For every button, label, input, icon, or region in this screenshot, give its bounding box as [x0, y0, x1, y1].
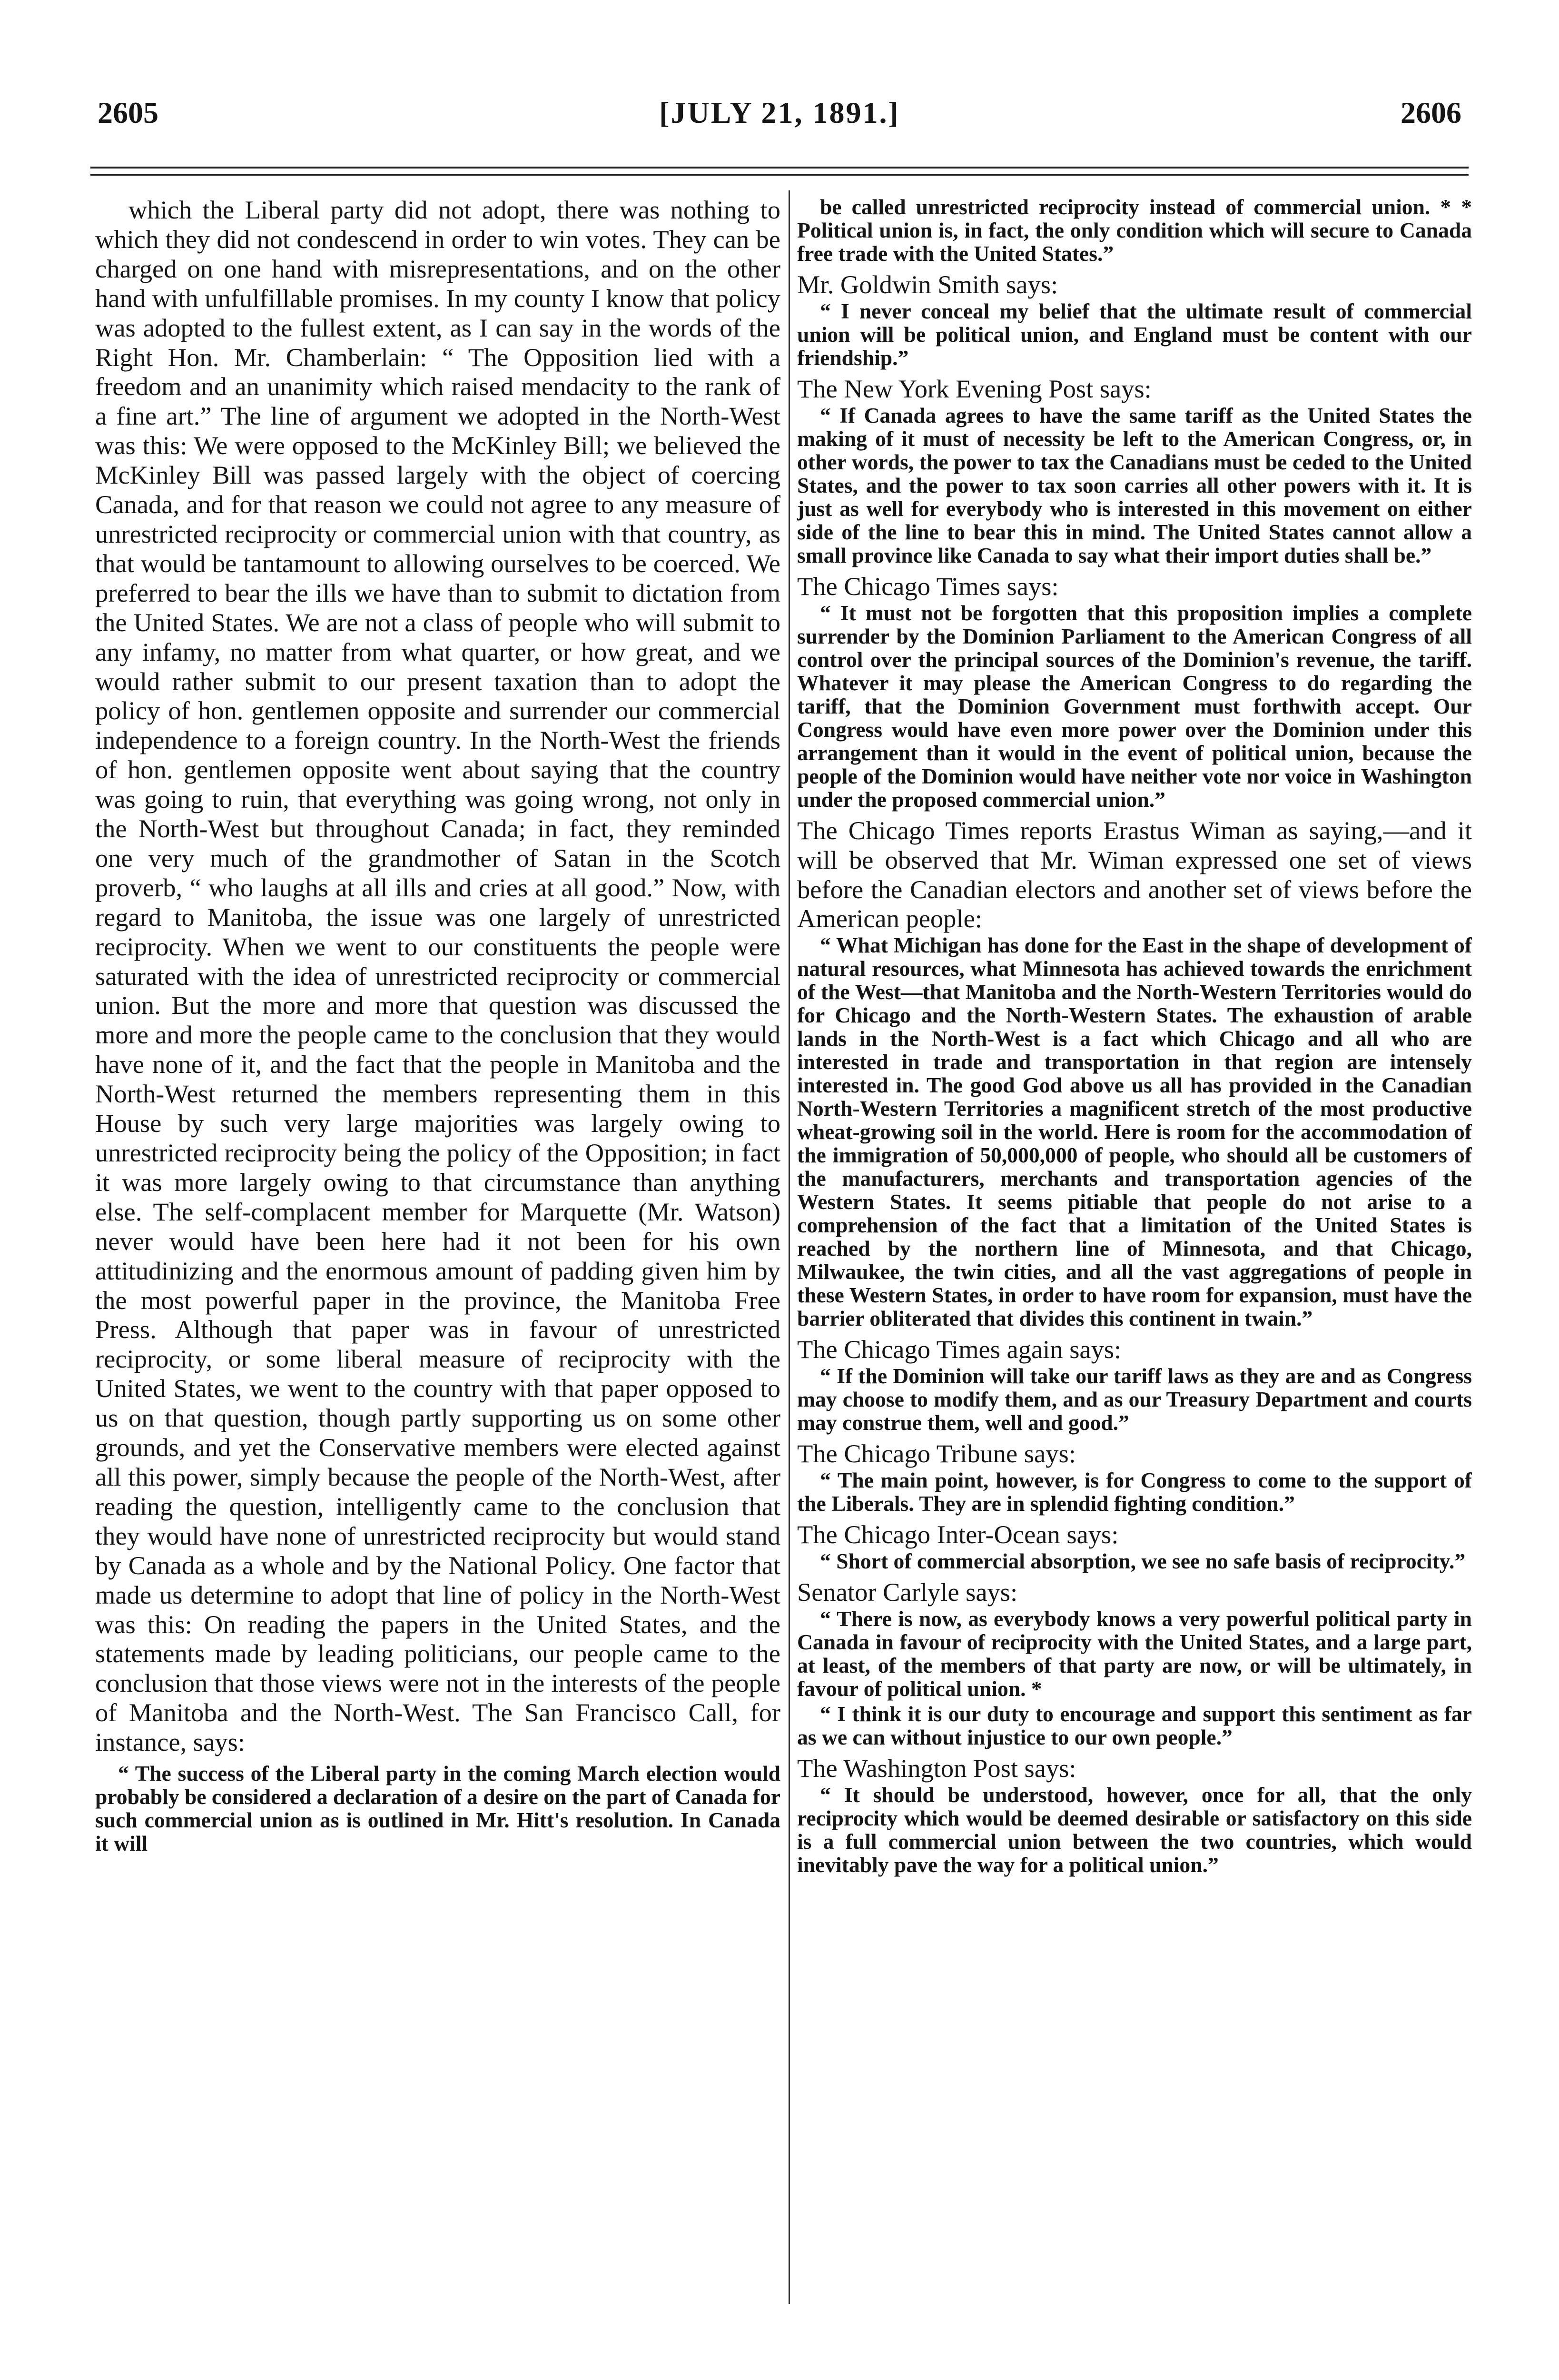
quotation: “ The main point, however, is for Congress to come to the support of the Liberals. They are in splendid fighting condition.” — [797, 1468, 1472, 1516]
source-intro: The Chicago Times reports Erastus Wiman as saying,—and it will be observed that Mr. Wiman expressed one set of views before the Canadian electors and another set of views before the American people: — [797, 815, 1472, 933]
source-intro: The Chicago Times again says: — [797, 1335, 1122, 1364]
source-intro: Mr. Goldwin Smith says: — [797, 270, 1058, 299]
source-intro: Senator Carlyle says: — [797, 1577, 1018, 1607]
quotation: “ If the Dominion will take our tariff laws as they are and as Congress may choose to modify them, and as our Treasury Department and courts may construe them, well and good.” — [797, 1364, 1472, 1435]
header-rule — [90, 167, 1469, 169]
source-intro: The New York Evening Post says: — [797, 374, 1152, 403]
quotation: “ I never conceal my belief that the ultimate result of commercial union will be political union, and England must be content with our friendship.” — [797, 298, 1472, 370]
quotation: “ I think it is our duty to encourage and support this sentiment as far as we can without injustice to our own people.” — [797, 1701, 1472, 1749]
page-number-right: 2606 — [1401, 96, 1461, 129]
source-intro: The Chicago Times says: — [797, 571, 1059, 601]
page-number-left: 2605 — [98, 96, 158, 129]
left-column — [95, 195, 780, 2380]
quotation: “ It must not be forgotten that this proposition implies a complete surrender by the Dominion Parliament to the American Congress of all control over the principal sources of the Dominion's revenue, the tariff. Whatever it may please the American Congress to do regarding the tariff, that the Dominion Government must forthwith accept. Our Congress would have even more power over the Dominion under this arrangement than it would in the event of political union, because the people of the Dominion would have neither vote nor voice in Washington under the proposed commercial union.” — [797, 600, 1472, 812]
page-header — [0, 95, 1559, 152]
right-column — [797, 195, 1472, 2380]
quotation: “ If Canada agrees to have the same tariff as the United States the making of it must of necessity be left to the American Congress, or, in other words, the power to tax the Canadians must be ceded to the United States, and the power to tax soon carries all other powers with it. It is just as well for everybody who is interested in this movement on either side of the line to bear this in mind. The United States cannot allow a small province like Canada to say what their import duties shall be.” — [797, 403, 1472, 567]
header-rule-thin — [90, 174, 1469, 176]
body-paragraph: which the Liberal party did not adopt, there was nothing to which they did not condescend in order to win votes. They can be charged on one hand with misrepresentations, and on the other hand with unfulfillable promises. In my county I know that policy was adopted to the fullest extent, as I can say in the words of the Right Hon. Mr. Chamberlain: “ The Opposition lied with a freedom and an unanimity which raised mendacity to the rank of a fine art.” The line of argument we adopted in the North-West was this: We were opposed to the McKinley Bill; we believed the McKinley Bill was passed largely with the object of coercing Canada, and for that reason we could not agree to any measure of unrestricted reciprocity or commercial union with that country, as that would be tantamount to allowing ourselves to be coerced. We preferred to bear the ills we have than to submit to dictation from the United States. We are not a class of people who will submit to any infamy, no matter from what quarter, or how great, and we would rather submit to our present taxation than to adopt the policy of hon. gentlemen opposite and surrender our commercial independence to a foreign country. In the North-West the friends of hon. gentlemen opposite went about saying that the country was going to ruin, that everything was going wrong, not only in the North-West but throughout Canada; in fact, they reminded one very much of the grandmother of Satan in the Scotch proverb, “ who laughs at all ills and cries at all good.” Now, with regard to Manitoba, the issue was one largely of unrestricted reciprocity. When we went to our constituents the people were saturated with the idea of unrestricted reciprocity or commercial union. But the more and more that question was discussed the more and more the people came to the conclusion that they would have none of it, and the fact that the people in Manitoba and the North-West returned the members representing them in this House by such very large majorities was largely owing to unrestricted reciprocity being the policy of the Opposition; in fact it was more largely owing to that circumstance than anything else. The self-complacent member for Marquette (Mr. Watson) never would have been here had it not been for his own attitudinizing and the enormous amount of padding given him by the most powerful paper in the province, the Manitoba Free Press. Although that paper was in favour of unrestricted reciprocity, or some liberal measure of reciprocity with the United States, we went to the country with that paper opposed to us on that question, though partly supporting us on some other grounds, and yet the Conservative members were elected against all this power, simply because the people of the North-West, after reading the question, intelligently came to the conclusion that they would have none of unrestricted reciprocity but would stand by Canada as a whole and by the National Policy. One factor that made us determine to adopt that line of policy in the North-West was this: On reading the papers in the United States, and the statements made by leading politicians, our people came to the conclusion that those views were not in the interests of the people of Manitoba and the North-West. The San Francisco Call, for instance, says: — [95, 195, 780, 1757]
source-intro: The Chicago Inter-Ocean says: — [797, 1520, 1119, 1549]
header-date: [JULY 21, 1891.] — [659, 96, 900, 129]
quotation: “ The success of the Liberal party in the coming March election would probably be considered a declaration of a desire on the part of Canada for such commercial union as is outlined in Mr. Hitt's resolution. In Canada it will — [95, 1761, 780, 1856]
quotation: “ It should be understood, however, once for all, that the only reciprocity which would be deemed desirable or satisfactory on this side is a full commercial union between the two countries, which would inevitably pave the way for a political union.” — [797, 1782, 1472, 1877]
column-divider — [789, 190, 790, 2304]
source-intro: The Chicago Tribune says: — [797, 1439, 1076, 1468]
quotation: be called unrestricted reciprocity instead of commercial union. * * Political union is, in fact, the only condition which will secure to Canada free trade with the United States.” — [797, 195, 1472, 266]
quotation: “ Short of commercial absorption, we see no safe basis of reciprocity.” — [820, 1549, 1466, 1574]
quotation: “ What Michigan has done for the East in the shape of development of natural resources, what Minnesota has achieved towards the enrichment of the West—that Manitoba and the North-Western Territories would do for Chicago and the North-Western States. The exhaustion of arable lands in the North-West is a fact which Chicago and all who are interested in trade and transportation in that region are intensely interested in. The good God above us all has provided in the Canadian North-Western Territories a magnificent stretch of the most productive wheat-growing soil in the world. Here is room for the accommodation of the immigration of 50,000,000 of people, who should all be customers of the manufacturers, merchants and transportation agencies of the Western States. It seems pitiable that people do not arise to a comprehension of the fact that a limitation of the United States is reached by the northern line of Minnesota, and that Chicago, Milwaukee, the twin cities, and all the vast aggregations of people in these Western States, in order to have room for expansion, must have the barrier obliterated that divides this continent in twain.” — [797, 933, 1472, 1331]
quotation: “ There is now, as everybody knows a very powerful political party in Canada in favour of reciprocity with the United States, and a large part, at least, of the members of that party are now, or will be ultimately, in favour of political union. * — [797, 1606, 1472, 1701]
source-intro: The Washington Post says: — [797, 1753, 1076, 1783]
